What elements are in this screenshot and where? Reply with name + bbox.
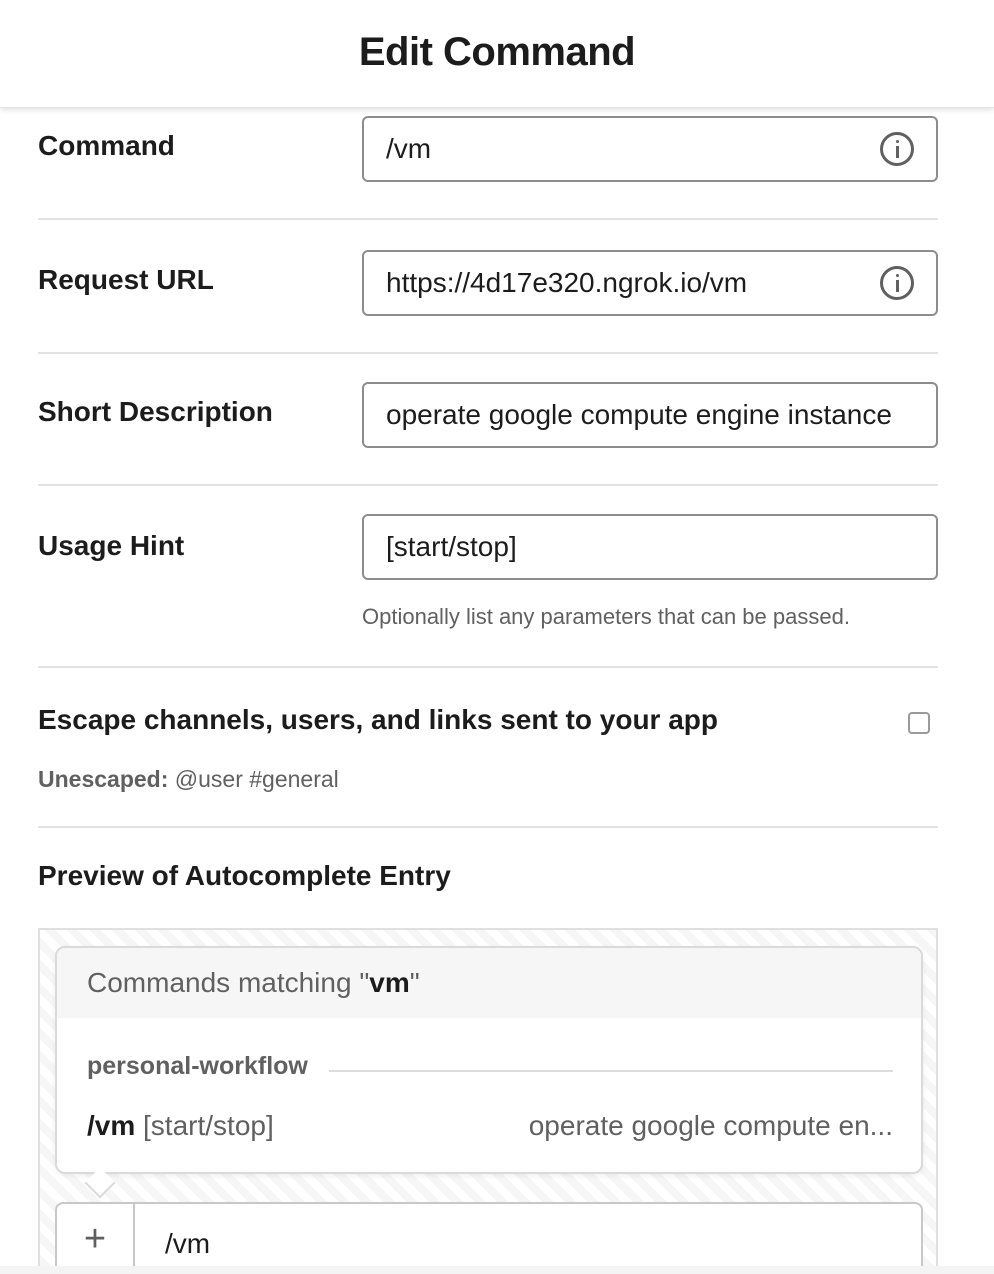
unescaped-label: Unescaped: (38, 766, 169, 792)
command-label: Command (38, 130, 175, 161)
composer-text: /vm (165, 1228, 211, 1259)
unescaped-value: @user #general (174, 766, 339, 792)
short-description-row (38, 354, 938, 486)
page-title: Edit Command (358, 30, 636, 74)
usage-hint-value: [start/stop] (386, 531, 517, 562)
command-value: /vm (386, 133, 432, 164)
short-description-value: operate google compute engine instance (386, 399, 892, 430)
short-description-label: Short Description (38, 396, 273, 427)
popup-pointer (84, 1167, 115, 1198)
autocomplete-popup (55, 946, 923, 1174)
autocomplete-header (57, 948, 921, 1018)
entry-command: /vm (87, 1110, 136, 1141)
escape-row (38, 668, 938, 828)
page-header (0, 0, 994, 108)
preview-title: Preview of Autocomplete Entry (38, 860, 451, 891)
bottom-edge (0, 1266, 994, 1274)
usage-hint-input[interactable] (362, 514, 938, 580)
escape-label: Escape channels, users, and links sent to your app (38, 704, 718, 735)
matching-prefix: Commands matching " (87, 967, 370, 998)
command-input[interactable] (362, 116, 938, 182)
request-url-row (38, 220, 938, 354)
app-name: personal-workflow (87, 1052, 308, 1080)
entry-hint: [start/stop] (143, 1110, 274, 1141)
unescaped-example (38, 766, 339, 793)
command-form (38, 108, 938, 1260)
autocomplete-entry[interactable] (87, 1110, 274, 1142)
plus-icon[interactable]: + (57, 1204, 135, 1274)
request-url-input[interactable] (362, 250, 938, 316)
command-row (38, 108, 938, 220)
matching-term: vm (369, 967, 410, 998)
usage-hint-row (38, 486, 938, 668)
message-composer[interactable] (55, 1202, 923, 1274)
info-icon[interactable] (880, 132, 914, 166)
usage-hint-label: Usage Hint (38, 530, 185, 561)
request-url-label: Request URL (38, 264, 214, 295)
request-url-value: https://4d17e320.ngrok.io/vm (386, 267, 748, 298)
short-description-input[interactable] (362, 382, 938, 448)
entry-description: operate google compute en... (528, 1110, 893, 1141)
usage-hint-help: Optionally list any parameters that can be passed. (362, 604, 850, 629)
escape-checkbox[interactable] (908, 712, 930, 734)
divider (329, 1070, 893, 1072)
autocomplete-preview (38, 928, 938, 1274)
info-icon[interactable] (880, 266, 914, 300)
matching-suffix: " (409, 967, 420, 998)
